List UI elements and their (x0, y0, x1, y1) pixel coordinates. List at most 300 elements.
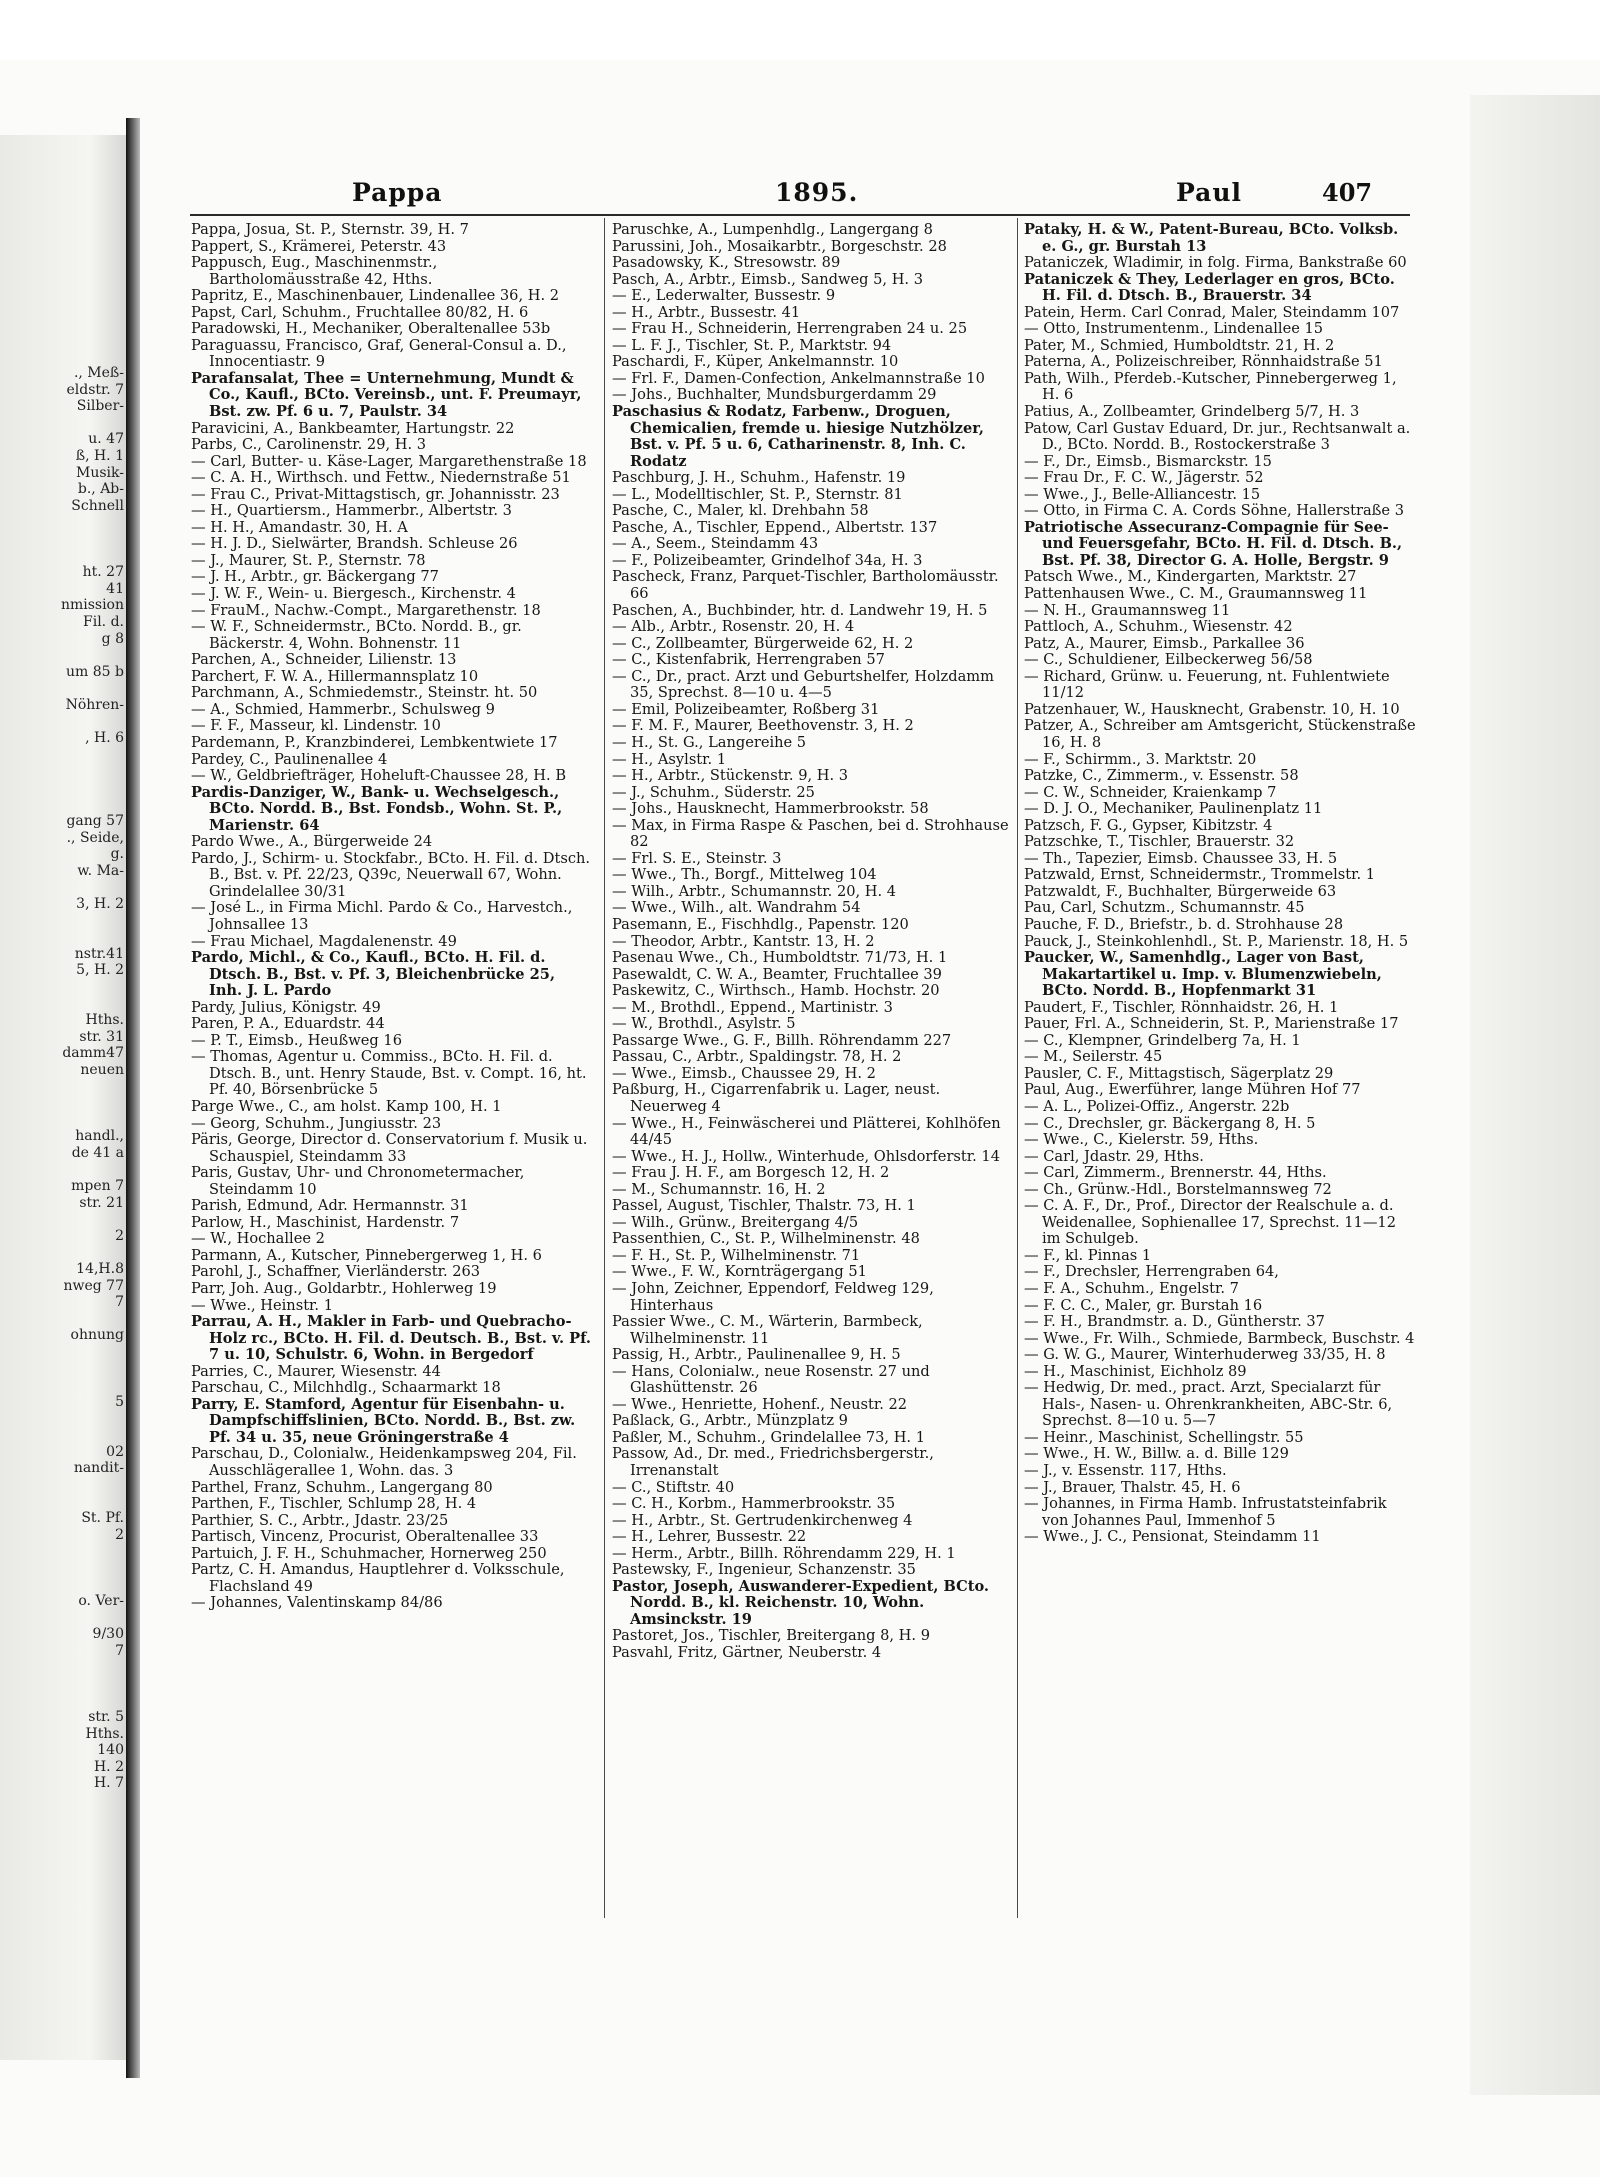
left-page-fragment (4, 929, 124, 946)
directory-entry: Partisch, Vincenz, Procurist, Oberaltenallee 33 (191, 1528, 539, 1546)
left-page-fragment (4, 1493, 124, 1510)
directory-entry: Paucker, W., Samenhdlg., Lager von Bast, Makartartikel u. Imp. v. Blumenzwiebeln, BCto. Nordd. B., Hopfenmarkt 31 (1024, 949, 1382, 1000)
left-page-edge (0, 135, 128, 2060)
directory-entry: Parschau, C., Milchhdlg., Schaarmarkt 18 (191, 1379, 501, 1397)
left-page-fragment: ß, H. 1 (75, 447, 124, 464)
left-page-fragment (4, 996, 124, 1013)
directory-entry: — M., Brothdl., Eppend., Martinistr. 3 (612, 998, 893, 1016)
column-divider-2 (1017, 218, 1018, 1918)
directory-entry: Pardo, J., Schirm- u. Stockfabr., BCto. H. Fil. d. Dtsch. B., Bst. v. Pf. 22/23, Q39c, Neuerwall 67, Wohn. Grindelallee 30/31 (191, 849, 591, 900)
directory-entry: Paßler, M., Schuhm., Grindelallee 73, H. 1 (612, 1428, 925, 1446)
left-page-fragment: u. 47 (88, 431, 124, 448)
directory-entry: Paskewitz, C., Wirthsch., Hamb. Hochstr. 20 (612, 982, 940, 1000)
directory-entry: Paul, Aug., Ewerführer, lange Mühren Hof 77 (1024, 1081, 1361, 1099)
directory-entry: Parmann, A., Kutscher, Pinnebergerweg 1, H. 6 (191, 1246, 542, 1264)
directory-entry: Parschau, D., Colonialw., Heidenkampsweg 204, Fil. Ausschlägerallee 1, Wohn. das. 3 (191, 1445, 577, 1480)
left-page-fragment (4, 1112, 124, 1129)
directory-entry: — Richard, Grünw. u. Feuerung, nt. Fuhlentwiete 11/12 (1024, 667, 1390, 702)
directory-entry: — Th., Tapezier, Eimsb. Chaussee 33, H. 5 (1024, 849, 1338, 867)
left-page-fragment (4, 1610, 124, 1627)
left-page-fragment: nmission (60, 597, 124, 614)
directory-entry: Parlow, H., Maschinist, Hardenstr. 7 (191, 1213, 460, 1231)
left-page-fragment: um 85 b (66, 663, 124, 680)
left-page-fragment: 7 (115, 1294, 124, 1311)
left-page-fragment: , H. 6 (85, 730, 124, 747)
directory-entry: — Emil, Polizeibeamter, Roßberg 31 (612, 700, 880, 718)
directory-entry: — Johannes, Valentinskamp 84/86 (191, 1594, 443, 1612)
header-year: 1895. (775, 178, 859, 207)
left-page-fragment: ohnung (70, 1327, 124, 1344)
left-page-fragment (4, 747, 124, 764)
directory-entry: Parchmann, A., Schmiedemstr., Steinstr. ht. 50 (191, 684, 538, 702)
left-page-fragment (4, 1543, 124, 1560)
directory-entry: Patzke, C., Zimmerm., v. Essenstr. 58 (1024, 767, 1299, 785)
column-divider-1 (604, 218, 605, 1918)
directory-entry: Pardo, Michl., & Co., Kaufl., BCto. H. Fil. d. Dtsch. B., Bst. v. Pf. 3, Bleichenbrücke 25, Inh. J. L. Pardo (191, 949, 556, 1000)
left-page-fragment (4, 548, 124, 565)
left-page-fragment: Nöhren- (65, 696, 124, 713)
directory-entry: Patzenhauer, W., Hausknecht, Grabenstr. 10, H. 10 (1024, 700, 1400, 718)
left-page-fragment (4, 1410, 124, 1427)
directory-entry: Pappa, Josua, St. P., Sternstr. 39, H. 7 (191, 221, 469, 238)
directory-entry: Patz, A., Maurer, Eimsb., Parkallee 36 (1024, 634, 1305, 652)
directory-entry: — W., Geldbriefträger, Hoheluft-Chaussee 28, H. B (191, 767, 567, 785)
directory-entry: — Wwe., H. J., Hollw., Winterhude, Ohlsdorferstr. 14 (612, 1147, 1000, 1165)
left-page-fragment: mpen 7 (71, 1178, 124, 1195)
directory-entry: — P. T., Eimsb., Heußweg 16 (191, 1031, 402, 1049)
directory-entry: — J., v. Essenstr. 117, Hths. (1024, 1462, 1227, 1480)
directory-entry: — C. W., Schneider, Kraienkamp 7 (1024, 783, 1277, 801)
left-page-fragment: de 41 a (71, 1144, 124, 1161)
directory-entry: — Frau H., Schneiderin, Herrengraben 24 u. 25 (612, 320, 968, 338)
directory-entry: Parafansalat, Thee = Unternehmung, Mundt & Co., Kaufl., BCto. Vereinsb., unt. F. Preumayr, Bst. zw. Pf. 6 u. 7, Paulstr. 34 (191, 369, 582, 421)
directory-entry: Parry, E. Stamford, Agentur für Eisenbahn- u. Dampfschiffslinien, BCto. Nordd. B., Bst. zw. Pf. 34 u. 35, neue Gröningerstraße 4 (191, 1395, 576, 1446)
left-page-fragment: Hths. (85, 1725, 124, 1742)
header-left-keyword: Pappa (352, 178, 443, 207)
directory-entry: Pardey, C., Paulinenallee 4 (191, 750, 388, 768)
left-page-fragment: g. (110, 846, 124, 863)
left-page-fragment: Hths. (85, 1012, 124, 1029)
left-page-fragment: g 8 (101, 630, 124, 647)
directory-entry: — F., kl. Pinnas 1 (1024, 1246, 1152, 1264)
directory-entry: Patzsch, F. G., Gypser, Kibitzstr. 4 (1024, 816, 1273, 834)
directory-entry: Pappusch, Eug., Maschinenmstr., Bartholomäusstraße 42, Hths. (191, 254, 438, 288)
directory-entry: Pauck, J., Steinkohlenhdl., St. P., Marienstr. 18, H. 5 (1024, 932, 1409, 950)
left-page-fragment (4, 531, 124, 548)
left-page-fragment (4, 415, 124, 432)
directory-entry: — E., Lederwalter, Bussestr. 9 (612, 287, 836, 305)
left-page-fragment: 14,H.8 (76, 1261, 124, 1278)
left-page-fragment (4, 1079, 124, 1096)
directory-entry: Paßlack, G., Arbtr., Münzplatz 9 (612, 1412, 848, 1430)
directory-entry: — Wwe., Wilh., alt. Wandrahm 54 (612, 899, 861, 917)
header-right-keyword: Paul (1176, 178, 1242, 207)
directory-entry: — Frau J. H. F., am Borgesch 12, H. 2 (612, 1164, 890, 1182)
left-page-fragment: gang 57 (66, 813, 124, 830)
directory-entry: Paschen, A., Buchbinder, htr. d. Landwehr 19, H. 5 (612, 601, 988, 619)
directory-entry: Pauer, Frl. A., Schneiderin, St. P., Marienstraße 17 (1024, 1015, 1399, 1033)
directory-entry: — J. H., Arbtr., gr. Bäckergang 77 (191, 568, 439, 586)
directory-entry: — H., Arbtr., Bussestr. 41 (612, 303, 801, 321)
left-page-fragment: 140 (97, 1742, 124, 1759)
left-page-fragment (4, 1361, 124, 1378)
directory-entry: Paren, P. A., Eduardstr. 44 (191, 1015, 385, 1033)
right-page-edge (1470, 95, 1600, 2095)
directory-entry: Pardy, Julius, Königstr. 49 (191, 998, 381, 1016)
directory-entry: — C. A. F., Dr., Prof., Director der Realschule a. d. Weidenallee, Sophienallee 17, Sprechst. 11—12 im Schulgeb. (1024, 1197, 1396, 1248)
directory-entry: Paravicini, A., Bankbeamter, Hartungstr. 22 (191, 419, 515, 437)
directory-entry: — Frl. S. E., Steinstr. 3 (612, 849, 782, 867)
directory-entry: — F., Drechsler, Herrengraben 64, (1024, 1263, 1279, 1281)
directory-entry: Passarge Wwe., G. F., Billh. Röhrendamm 227 (612, 1031, 952, 1049)
directory-entry: Passier Wwe., C. M., Wärterin, Barmbeck, Wilhelminenstr. 11 (612, 1313, 923, 1347)
directory-entry: — Carl, Butter- u. Käse-Lager, Margarethenstraße 18 (191, 452, 587, 470)
directory-entry: — Wwe., Fr. Wilh., Schmiede, Barmbeck, Buschstr. 4 (1024, 1329, 1415, 1347)
directory-entry: Partuich, J. F. H., Schuhmacher, Hornerweg 250 (191, 1544, 547, 1562)
directory-entry: Patsch Wwe., M., Kindergarten, Marktstr. 27 (1024, 568, 1357, 586)
directory-entry: — Otto, Instrumentenm., Lindenallee 15 (1024, 320, 1324, 338)
directory-entry: — C., Zollbeamter, Bürgerweide 62, H. 2 (612, 634, 914, 652)
directory-entry: — Carl, Jdastr. 29, Hths. (1024, 1147, 1204, 1165)
directory-entry: Paschburg, J. H., Schuhm., Hafenstr. 19 (612, 469, 906, 487)
directory-entry: Pataniczek, Wladimir, in folg. Firma, Bankstraße 60 (1024, 254, 1407, 272)
directory-entry: Pappert, S., Krämerei, Peterstr. 43 (191, 237, 447, 255)
directory-entry: Papst, Carl, Schuhm., Fruchtallee 80/82, H. 6 (191, 303, 529, 321)
directory-entry: — Johs., Buchhalter, Mundsburgerdamm 29 (612, 386, 937, 404)
directory-entry: Parbs, C., Carolinenstr. 29, H. 3 (191, 436, 427, 454)
directory-entry: Parries, C., Maurer, Wiesenstr. 44 (191, 1362, 441, 1380)
left-page-fragment (4, 780, 124, 797)
directory-entry: Pardemann, P., Kranzbinderei, Lembkentwiete 17 (191, 733, 558, 751)
left-page-fragment: 3, H. 2 (76, 896, 124, 912)
directory-entry: — H., St. G., Langereihe 5 (612, 733, 807, 751)
directory-entry: — Frau Dr., F. C. W., Jägerstr. 52 (1024, 469, 1264, 487)
directory-entry: Pasche, A., Tischler, Eppend., Albertstr. 137 (612, 518, 938, 536)
page-number: 407 (1322, 178, 1373, 207)
directory-entry: — Thomas, Agentur u. Commiss., BCto. H. Fil. d. Dtsch. B., unt. Henry Staude, Bst. v. Compt. 16, ht. Pf. 40, Börsenbrücke 5 (191, 1048, 587, 1099)
directory-entry: — A., Seem., Steindamm 43 (612, 535, 819, 553)
directory-entry: Partz, C. H. Amandus, Hauptlehrer d. Volksschule, Flachsland 49 (191, 1561, 565, 1595)
directory-entry: Paruschke, A., Lumpenhdlg., Langergang 8 (612, 221, 933, 238)
directory-entry: — Georg, Schuhm., Jungiusstr. 23 (191, 1114, 442, 1132)
directory-entry: — Frl. F., Damen-Confection, Ankelmannstraße 10 (612, 369, 985, 387)
left-page-fragment: nstr.41 (74, 945, 124, 962)
directory-entry: — Wwe., J., Belle-Alliancestr. 15 (1024, 485, 1261, 503)
directory-entry: — F., Polizeibeamter, Grindelhof 34a, H. 3 (612, 551, 923, 569)
left-page-fragment (4, 879, 124, 896)
directory-entry: — J. W. F., Wein- u. Biergesch., Kirchenstr. 4 (191, 585, 516, 603)
directory-entry: Parussini, Joh., Mosaikarbtr., Borgeschstr. 28 (612, 237, 947, 255)
directory-entry: Patius, A., Zollbeamter, Grindelberg 5/7, H. 3 (1024, 403, 1360, 421)
directory-entry: — C., Stiftstr. 40 (612, 1478, 735, 1496)
directory-entry: — Wilh., Arbtr., Schumannstr. 20, H. 4 (612, 882, 897, 900)
directory-entry: — C. A. H., Wirthsch. und Fettw., Niedernstraße 51 (191, 469, 571, 487)
directory-entry: Passau, C., Arbtr., Spaldingstr. 78, H. 2 (612, 1048, 902, 1066)
directory-entry: Parish, Edmund, Adr. Hermannstr. 31 (191, 1197, 469, 1215)
directory-entry: — H., Lehrer, Bussestr. 22 (612, 1528, 807, 1546)
left-page-fragment: 2 (115, 1227, 124, 1244)
left-page-fragment (4, 1095, 124, 1112)
directory-entry: — L. F. J., Tischler, St. P., Marktstr. 94 (612, 336, 892, 354)
directory-entry: — Johs., Hausknecht, Hammerbrookstr. 58 (612, 800, 929, 818)
directory-entry: — H., Arbtr., St. Gertrudenkirchenweg 4 (612, 1511, 913, 1529)
directory-entry: — C., Drechsler, gr. Bäckergang 8, H. 5 (1024, 1114, 1316, 1132)
directory-entry: — Wwe., Heinstr. 1 (191, 1296, 333, 1314)
directory-entry: Paraguassu, Francisco, Graf, General-Consul a. D., Innocentiastr. 9 (191, 336, 567, 371)
left-page-fragment: w. Ma- (77, 862, 124, 879)
left-page-fragment (4, 979, 124, 996)
directory-entry: — M., Seilerstr. 45 (1024, 1048, 1163, 1066)
directory-entry: Patow, Carl Gustav Eduard, Dr. jur., Rechtsanwalt a. D., BCto. Nordd. B., Rostockerstraße 3 (1024, 419, 1411, 454)
directory-entry: — C., Klempner, Grindelberg 7a, H. 1 (1024, 1031, 1301, 1049)
directory-entry: Parrau, A. H., Makler in Farb- und Quebracho-Holz rc., BCto. H. Fil. d. Deutsch. B., Bst. v. Pf. 7 u. 10, Schulstr. 6, Wohn. in Bergedorf (191, 1313, 591, 1364)
left-page-fragment: nandit- (73, 1460, 124, 1477)
directory-entry: — W., Brothdl., Asylstr. 5 (612, 1015, 796, 1033)
directory-column-1 (191, 222, 591, 1612)
directory-entry: — H., Asylstr. 1 (612, 750, 727, 768)
left-page-fragment: Silber- (76, 398, 124, 415)
directory-entry: — G. W. G., Maurer, Winterhuderweg 33/35, H. 8 (1024, 1346, 1386, 1364)
directory-entry: — W. F., Schneidermstr., BCto. Nordd. B., gr. Bäckerstr. 4, Wohn. Bohnenstr. 11 (191, 618, 522, 652)
directory-entry: Pattenhausen Wwe., C. M., Graumannsweg 11 (1024, 585, 1368, 603)
directory-entry: — John, Zeichner, Eppendorf, Feldweg 129, Hinterhaus (612, 1280, 934, 1314)
left-page-text-fragments (4, 365, 124, 1792)
directory-entry: Pardis-Danziger, W., Bank- u. Wechselgesch., BCto. Nordd. B., Bst. Fondsb., Wohn. St. P., Marienstr. 64 (191, 783, 563, 834)
directory-entry: — H. H., Amandastr. 30, H. A (191, 518, 408, 536)
directory-entry: — F. F., Masseur, kl. Lindenstr. 10 (191, 717, 441, 735)
left-page-fragment: 5, H. 2 (76, 962, 124, 979)
left-page-fragment: St. Pf. (81, 1509, 124, 1526)
directory-entry: Pataniczek & They, Lederlager en gros, BCto. H. Fil. d. Dtsch. B., Brauerstr. 34 (1024, 270, 1395, 305)
directory-entry: — L., Modelltischler, St. P., Sternstr. 81 (612, 485, 903, 503)
left-page-fragment: 5 (115, 1393, 124, 1410)
directory-entry: — N. H., Graumannsweg 11 (1024, 601, 1231, 619)
directory-entry: Parge Wwe., C., am holst. Kamp 100, H. 1 (191, 1097, 502, 1115)
directory-entry: Pastor, Joseph, Auswanderer-Expedient, BCto. Nordd. B., kl. Reichenstr. 10, Wohn. Amsinckstr. 19 (612, 1577, 989, 1628)
directory-entry: — F. C. C., Maler, gr. Burstah 16 (1024, 1296, 1263, 1314)
left-page-fragment (4, 713, 124, 730)
left-page-fragment: o. Ver- (78, 1592, 124, 1609)
directory-entry: — A., Schmied, Hammerbr., Schulsweg 9 (191, 700, 495, 718)
directory-entry: — Hedwig, Dr. med., pract. Arzt, Specialarzt für Hals-, Nasen- u. Ohrenkrankheiten, ABC-Str. 6, Sprechst. 8—10 u. 5—7 (1024, 1379, 1393, 1430)
directory-entry: Pasemann, E., Fischhdlg., Papenstr. 120 (612, 915, 909, 933)
left-page-fragment (4, 1211, 124, 1228)
directory-entry: — F. H., Brandmstr. a. D., Güntherstr. 37 (1024, 1313, 1325, 1331)
directory-entry: — F. A., Schuhm., Engelstr. 7 (1024, 1280, 1239, 1297)
directory-entry: Pasche, C., Maler, kl. Drehbahn 58 (612, 502, 869, 520)
directory-entry: Passel, August, Tischler, Thalstr. 73, H. 1 (612, 1197, 916, 1215)
directory-entry: — F., Schirmm., 3. Marktstr. 20 (1024, 750, 1257, 768)
left-page-fragment: H. 2 (93, 1758, 124, 1775)
left-page-fragment (4, 1162, 124, 1179)
directory-entry: — F., Dr., Eimsb., Bismarckstr. 15 (1024, 452, 1272, 470)
directory-entry: — Wwe., Eimsb., Chaussee 29, H. 2 (612, 1064, 876, 1082)
directory-entry: — F. M. F., Maurer, Beethovenstr. 3, H. 2 (612, 717, 914, 735)
left-page-fragment (4, 1244, 124, 1261)
book-gutter (126, 118, 140, 2078)
directory-entry: — Wwe., Henriette, Hohenf., Neustr. 22 (612, 1395, 908, 1413)
directory-entry: Paris, Gustav, Uhr- und Chronometermacher, Steindamm 10 (191, 1164, 525, 1198)
directory-entry: Parchert, F. W. A., Hillermannsplatz 10 (191, 667, 479, 685)
left-page-fragment (4, 1676, 124, 1693)
left-page-fragment: Schnell (71, 497, 124, 514)
left-page-fragment: ., Seide, (66, 829, 124, 846)
left-page-fragment (4, 913, 124, 930)
directory-entry: Paschardi, F., Küper, Ankelmannstr. 10 (612, 353, 899, 371)
directory-entry: Parthel, Franz, Schuhm., Langergang 80 (191, 1478, 493, 1496)
directory-entry: — C., Dr., pract. Arzt und Geburtshelfer, Holzdamm 35, Sprechst. 8—10 u. 4—5 (612, 667, 994, 702)
directory-entry: Patein, Herm. Carl Conrad, Maler, Steindamm 107 (1024, 303, 1400, 321)
left-page-fragment (4, 680, 124, 697)
directory-entry: Pasch, A., Arbtr., Eimsb., Sandweg 5, H. 3 (612, 270, 923, 288)
directory-entry: Patzschke, T., Tischler, Brauerstr. 32 (1024, 833, 1295, 851)
left-page-fragment (4, 1377, 124, 1394)
left-page-fragment: Fil. d. (83, 613, 124, 630)
directory-column-3 (1024, 222, 1416, 1546)
directory-entry: Parthier, S. C., Arbtr., Jdastr. 23/25 (191, 1511, 449, 1529)
directory-entry: Pau, Carl, Schutzm., Schumannstr. 45 (1024, 899, 1305, 917)
directory-entry: — Wwe., F. W., Kornträgergang 51 (612, 1263, 867, 1281)
directory-entry: Pardo Wwe., A., Bürgerweide 24 (191, 833, 433, 851)
directory-entry: Passenthien, C., St. P., Wilhelminenstr. 48 (612, 1230, 920, 1248)
directory-entry: — FrauM., Nachw.-Compt., Margarethenstr. 18 (191, 601, 541, 619)
directory-entry: Patzwaldt, F., Buchhalter, Bürgerweide 63 (1024, 882, 1337, 900)
directory-entry: — Johannes, in Firma Hamb. Infrustatsteinfabrik von Johannes Paul, Immenhof 5 (1024, 1495, 1387, 1529)
directory-entry: Pasvahl, Fritz, Gärtner, Neuberstr. 4 (612, 1644, 882, 1662)
directory-entry: Paradowski, H., Mechaniker, Oberaltenallee 53b (191, 320, 551, 338)
directory-entry: Päris, George, Director d. Conservatorium f. Musik u. Schauspiel, Steindamm 33 (191, 1131, 588, 1165)
directory-entry: — H., Quartiersm., Hammerbr., Albertstr. 3 (191, 502, 512, 520)
left-page-fragment: handl., (75, 1128, 124, 1145)
directory-entry: — F. H., St. P., Wilhelminenstr. 71 (612, 1246, 861, 1264)
directory-entry: Pastewsky, F., Ingenieur, Schanzenstr. 35 (612, 1561, 916, 1579)
left-page-fragment (4, 1344, 124, 1361)
directory-entry: — A. L., Polizei-Offiz., Angerstr. 22b (1024, 1097, 1290, 1115)
left-page-fragment: str. 31 (79, 1028, 124, 1045)
left-page-fragment: neuen (80, 1061, 124, 1078)
left-page-fragment: eldstr. 7 (66, 381, 124, 398)
directory-entry: — C., Kistenfabrik, Herrengraben 57 (612, 651, 885, 669)
directory-entry: — C. H., Korbm., Hammerbrookstr. 35 (612, 1495, 896, 1513)
directory-entry: Pasewaldt, C. W. A., Beamter, Fruchtallee 39 (612, 965, 942, 983)
directory-entry: — Wwe., H., Feinwäscherei und Plätterei, Kohlhöfen 44/45 (612, 1114, 1001, 1149)
directory-entry: — J., Brauer, Thalstr. 45, H. 6 (1024, 1478, 1241, 1496)
left-page-fragment: str. 5 (88, 1709, 124, 1726)
directory-entry: — Wwe., H. W., Billw. a. d. Bille 129 (1024, 1445, 1289, 1463)
directory-entry: Pausler, C. F., Mittagstisch, Sägerplatz 29 (1024, 1064, 1334, 1082)
top-margin (0, 0, 1600, 60)
directory-entry: Patriotische Assecuranz-Compagnie für See- und Feuersgefahr, BCto. H. Fil. d. Dtsch. B., Bst. Pf. 38, Director G. A. Holle, Bergstr. 9 (1024, 518, 1403, 569)
left-page-fragment (4, 514, 124, 531)
left-page-fragment: b., Ab- (77, 481, 124, 498)
directory-entry: — Alb., Arbtr., Rosenstr. 20, H. 4 (612, 618, 855, 636)
directory-entry: — Ch., Grünw.-Hdl., Borstelmannsweg 72 (1024, 1180, 1332, 1198)
directory-entry: Patzer, A., Schreiber am Amtsgericht, Stückenstraße 16, H. 8 (1024, 717, 1416, 751)
left-page-fragment (4, 1477, 124, 1494)
left-page-fragment (4, 1576, 124, 1593)
directory-entry: — J., Maurer, St. P., Sternstr. 78 (191, 551, 426, 569)
directory-entry: Pater, M., Schmied, Humboldtstr. 21, H. 2 (1024, 336, 1335, 354)
directory-entry: Passig, H., Arbtr., Paulinenallee 9, H. 5 (612, 1346, 901, 1364)
left-page-fragment (4, 1560, 124, 1577)
directory-entry: — C., Schuldiener, Eilbeckerweg 56/58 (1024, 651, 1313, 669)
directory-entry: Pascheck, Franz, Parquet-Tischler, Bartholomäusstr. 66 (612, 568, 999, 603)
directory-entry: Paterna, A., Polizeischreiber, Rönnhaidstraße 51 (1024, 353, 1383, 371)
directory-entry: Passow, Ad., Dr. med., Friedrichsbergerstr., Irrenanstalt (612, 1445, 934, 1480)
directory-entry: — H., Maschinist, Eichholz 89 (1024, 1362, 1247, 1380)
directory-entry: — J., Schuhm., Süderstr. 25 (612, 783, 815, 801)
directory-entry: Parchen, A., Schneider, Lilienstr. 13 (191, 651, 457, 669)
directory-column-2 (612, 222, 1014, 1662)
directory-entry: Pasenau Wwe., Ch., Humboldtstr. 71/73, H. 1 (612, 949, 948, 967)
directory-entry: Pauche, F. D., Briefstr., b. d. Strohhause 28 (1024, 915, 1344, 933)
directory-entry: — W., Hochallee 2 (191, 1230, 325, 1248)
directory-entry: Pasadowsky, K., Stresowstr. 89 (612, 254, 841, 272)
directory-entry: Paudert, F., Tischler, Rönnhaidstr. 26, H. 1 (1024, 998, 1339, 1016)
left-page-fragment (4, 796, 124, 813)
left-page-fragment: ht. 27 (82, 564, 124, 581)
directory-entry: Path, Wilh., Pferdeb.-Kutscher, Pinnebergerweg 1, H. 6 (1024, 369, 1397, 404)
left-page-fragment: 2 (115, 1526, 124, 1543)
directory-entry: Parohl, J., Schaffner, Vierländerstr. 263 (191, 1263, 481, 1281)
left-page-fragment (4, 763, 124, 780)
directory-entry: — Frau C., Privat-Mittagstisch, gr. Johannisstr. 23 (191, 485, 560, 503)
directory-entry: — Theodor, Arbtr., Kantstr. 13, H. 2 (612, 932, 875, 950)
directory-entry: Pattloch, A., Schuhm., Wiesenstr. 42 (1024, 618, 1293, 636)
left-page-fragment: nweg 77 (63, 1277, 124, 1294)
directory-entry: — Herm., Arbtr., Billh. Röhrendamm 229, H. 1 (612, 1544, 956, 1562)
directory-entry: — Heinr., Maschinist, Schellingstr. 55 (1024, 1428, 1304, 1446)
left-page-fragment: damm47 (62, 1045, 124, 1062)
directory-entry: — H., Arbtr., Stückenstr. 9, H. 3 (612, 767, 849, 785)
left-page-fragment (4, 647, 124, 664)
directory-entry: — M., Schumannstr. 16, H. 2 (612, 1180, 826, 1198)
directory-entry: — Wwe., J. C., Pensionat, Steindamm 11 (1024, 1528, 1321, 1546)
directory-entry: — H. J. D., Sielwärter, Brandsh. Schleuse 26 (191, 535, 518, 553)
left-page-fragment: 7 (115, 1642, 124, 1659)
left-page-fragment: 02 (106, 1443, 124, 1460)
directory-entry: — Wilh., Grünw., Breitergang 4/5 (612, 1213, 859, 1231)
header-rule (190, 214, 1410, 216)
directory-entry: — Wwe., Th., Borgf., Mittelweg 104 (612, 866, 877, 884)
left-page-fragment (4, 1427, 124, 1444)
left-page-fragment: str. 21 (79, 1194, 124, 1211)
left-page-fragment (4, 1659, 124, 1676)
directory-entry: Parthen, F., Tischler, Schlump 28, H. 4 (191, 1495, 477, 1513)
left-page-fragment: 9/30 (92, 1626, 124, 1643)
directory-entry: — D. J. O., Mechaniker, Paulinenplatz 11 (1024, 800, 1323, 818)
directory-entry: Papritz, E., Maschinenbauer, Lindenallee 36, H. 2 (191, 287, 560, 305)
directory-entry: Parr, Joh. Aug., Goldarbtr., Hohlerweg 19 (191, 1280, 497, 1297)
directory-entry: — Carl, Zimmerm., Brennerstr. 44, Hths. (1024, 1164, 1327, 1182)
directory-entry: — Max, in Firma Raspe & Paschen, bei d. Strohhause 82 (612, 816, 1009, 851)
directory-entry: — Frau Michael, Magdalenenstr. 49 (191, 932, 457, 950)
directory-entry: — Otto, in Firma C. A. Cords Söhne, Hallerstraße 3 (1024, 502, 1404, 520)
left-page-fragment (4, 1311, 124, 1328)
directory-entry: — Hans, Colonialw., neue Rosenstr. 27 und Glashüttenstr. 26 (612, 1362, 930, 1397)
directory-entry: Paschasius & Rodatz, Farbenw., Droguen, Chemicalien, fremde u. hiesige Nutzhölzer, Bst. v. Pf. 5 u. 6, Catharinenstr. 8, Inh. C. Rodatz (612, 403, 984, 470)
directory-entry: Pastoret, Jos., Tischler, Breitergang 8, H. 9 (612, 1627, 930, 1645)
left-page-fragment: ., Meß- (73, 365, 124, 381)
left-page-fragment: Musik- (76, 464, 124, 481)
left-page-fragment: 41 (106, 580, 124, 597)
directory-entry: — Wwe., C., Kielerstr. 59, Hths. (1024, 1131, 1259, 1149)
left-page-fragment: H. 7 (93, 1775, 124, 1792)
directory-entry: — José L., in Firma Michl. Pardo & Co., Harvestch., Johnsallee 13 (191, 899, 573, 933)
directory-entry: Paßburg, H., Cigarrenfabrik u. Lager, neust. Neuerweg 4 (612, 1081, 941, 1115)
left-page-fragment (4, 1693, 124, 1710)
directory-entry: Pataky, H. & W., Patent-Bureau, BCto. Volksb. e. G., gr. Burstah 13 (1024, 221, 1399, 255)
